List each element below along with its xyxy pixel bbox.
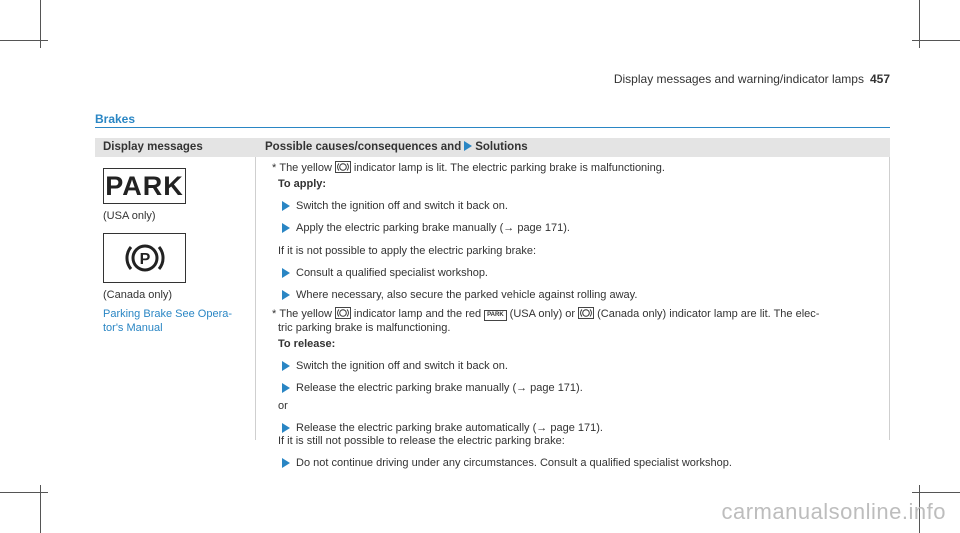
- bullet-arrow-icon: [282, 383, 290, 393]
- step-release-manually: Release the electric parking brake manually (→ page 171).: [296, 382, 583, 394]
- bullet-arrow-icon: [282, 201, 290, 211]
- parking-brake-icon: [103, 233, 186, 283]
- crop-mark: [912, 492, 960, 493]
- svg-text:P: P: [139, 251, 150, 268]
- bullet-arrow-icon: [282, 268, 290, 278]
- running-header: [614, 72, 890, 86]
- to-apply-heading: To apply:: [278, 178, 327, 190]
- display-message-column: [103, 168, 251, 335]
- step-switch-ignition: Switch the ignition off and switch it back on.: [296, 200, 508, 212]
- bullet-arrow-icon: [282, 223, 290, 233]
- cause-line-2-cont: tric parking brake is malfunctioning.: [278, 322, 451, 334]
- to-release-heading: To release:: [278, 338, 336, 350]
- crop-mark: [0, 40, 48, 41]
- col-header-causes: Possible causes/consequences and Solutions: [265, 141, 528, 153]
- parking-brake-indicator-icon: [335, 307, 351, 319]
- cause-line-1: * The yellow indicator lamp is lit. The electric parking brake is malfunctioning.: [272, 162, 665, 174]
- crop-mark: [0, 492, 48, 493]
- header-title: Display messages and warning/indicator lamps: [613, 72, 864, 86]
- condition-still-not-possible: If it is still not possible to release the electric parking brake:: [278, 435, 565, 447]
- bullet-arrow-icon: [282, 423, 290, 433]
- condition-not-possible: If it is not possible to apply the electric parking brake:: [278, 245, 537, 257]
- cause-line-2: * The yellow indicator lamp and the red PARK (USA only) or (Canada only) indicator lamp are lit. The elec-: [272, 308, 820, 320]
- section-rule: [95, 127, 890, 128]
- parking-brake-indicator-icon: [335, 161, 351, 173]
- table-header: [95, 138, 890, 157]
- parking-brake-indicator-icon: [578, 307, 594, 319]
- bullet-arrow-icon: [282, 458, 290, 468]
- step-switch-ignition-2: Switch the ignition off and switch it back on.: [296, 360, 508, 372]
- parking-brake-link[interactable]: Parking Brake See Opera- tor's Manual: [103, 308, 233, 334]
- section-title: Brakes: [95, 112, 136, 126]
- step-do-not-drive: Do not continue driving under any circumstances. Consult a qualified specialist workshop.: [296, 457, 732, 469]
- crop-mark: [912, 40, 960, 41]
- bullet-arrow-icon: [282, 290, 290, 300]
- watermark: carmanualsonline.info: [721, 499, 946, 524]
- step-consult-workshop: Consult a qualified specialist workshop.: [296, 267, 488, 279]
- solution-arrow-icon: [464, 141, 472, 151]
- or-label: or: [278, 400, 288, 412]
- canada-only-label: (Canada only): [103, 289, 173, 301]
- messages-table: [95, 138, 890, 469]
- col-header-display-messages: Display messages: [103, 141, 203, 153]
- usa-only-label: (USA only): [103, 210, 156, 222]
- column-divider: [255, 157, 256, 440]
- step-release-automatically: Release the electric parking brake automatically (→ page 171).: [296, 422, 603, 434]
- park-display-symbol: PARK: [103, 168, 186, 204]
- bullet-arrow-icon: [282, 361, 290, 371]
- step-secure-vehicle: Where necessary, also secure the parked vehicle against rolling away.: [296, 289, 638, 301]
- table-right-edge: [889, 157, 890, 440]
- page-number: 457: [869, 72, 890, 86]
- park-indicator-icon: PARK: [484, 310, 507, 321]
- step-apply-manually: Apply the electric parking brake manually (→ page 171).: [296, 222, 570, 234]
